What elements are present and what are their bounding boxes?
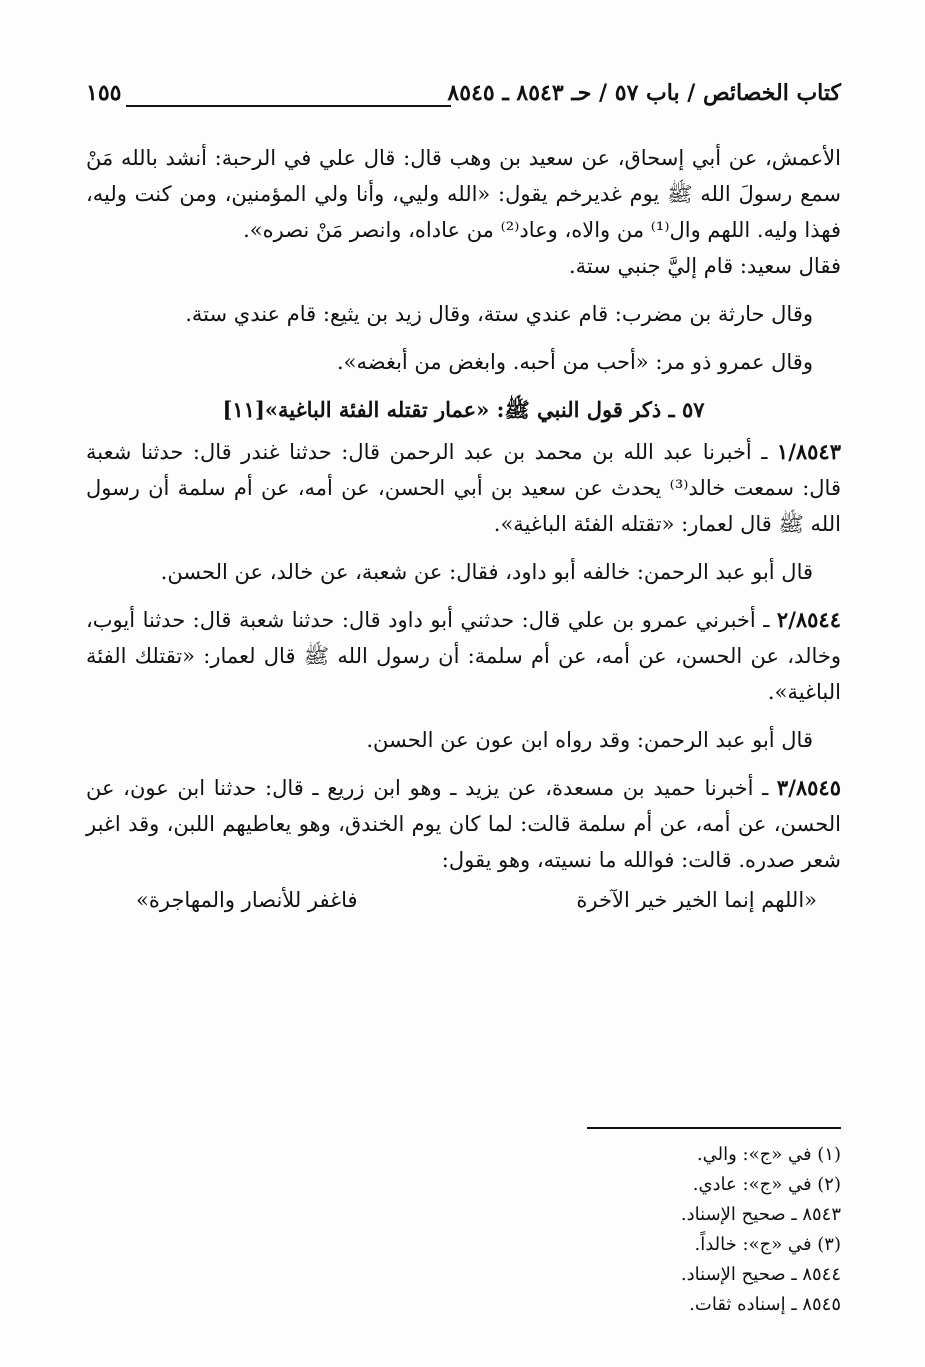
paragraph: وقال عمرو ذو مر: «أحب من أحبه. وابغض من أبغضه». <box>336 350 813 374</box>
paragraph: قال أبو عبد الرحمن: خالفه أبو داود، فقال: عن شعبة، عن خالد، عن الحسن. <box>160 560 813 584</box>
hadith-text: ـ أخبرني عمرو بن علي قال: حدثني أبو داود قال: حدثنا شعبة قال: حدثنا أيوب، وخالد، عن الحسن، عن أمه، عن أم سلمة: أن رسول الله ﷺ قال لعمار: «تقتلك الفئة الباغية». <box>86 608 841 704</box>
section-title: ٥٧ ـ ذكر قول النبي ﷺ: «عمار تقتله الفئة الباغية»[١١] <box>222 397 705 422</box>
hadith-paragraph <box>86 602 841 710</box>
footnote-rule <box>587 1127 841 1129</box>
page-body <box>86 140 841 918</box>
footnote: (٢) في «ج»: عادي. <box>692 1174 841 1195</box>
hadith-number: ١/٨٥٤٣ <box>776 439 841 464</box>
hadith-paragraph <box>86 770 841 878</box>
hadith-text: ـ أخبرنا عبد الله بن محمد بن عبد الرحمن قال: حدثنا غندر قال: حدثنا شعبة قال: سمعت خالد⁽³⁾ يحدث عن سعيد بن أبي الحسن، عن أمه، عن أم سلمة أن رسول الله ﷺ قال لعمار: «تقتله الفئة الباغية». <box>86 440 841 536</box>
footnotes <box>341 1140 841 1320</box>
hadith-paragraph <box>86 434 841 542</box>
poem-verse <box>86 882 841 918</box>
paragraph: وقال حارثة بن مضرب: قام عندي ستة، وقال زيد بن يثيع: قام عندي ستة. <box>185 302 813 326</box>
hadith-text: ـ أخبرنا حميد بن مسعدة، عن يزيد ـ وهو ابن زريع ـ قال: حدثنا ابن عون، عن الحسن، عن أمه، عن أم سلمة قالت: لما كان يوم الخندق، وهو يعاطيهم اللبن، وقد اغبر شعر صدره. قالت: فوالله ما نسيته، وهو يقول: <box>86 776 841 872</box>
paragraph: الأعمش، عن أبي إسحاق، عن سعيد بن وهب قال: قال علي في الرحبة: أنشد بالله مَنْ سمع رسولَ الله ﷺ يوم غديرخم يقول: «الله وليي، وأنا ولي المؤمنين، ومن كنت وليه، فهذا وليه. اللهم وال⁽¹⁾ من والاه، وعاد⁽²⁾ من عاداه، وانصر مَنْ نصره». <box>86 146 841 242</box>
poem-hemistich-right: «اللهم إنما الخير خير الآخرة <box>576 888 817 912</box>
footnote: (١) في «ج»: والي. <box>696 1144 841 1165</box>
running-header <box>86 80 841 120</box>
header-rule <box>126 105 451 107</box>
hadith-number: ٣/٨٥٤٥ <box>776 775 841 800</box>
hadith-number: ٢/٨٥٤٤ <box>776 607 841 632</box>
footnote: (٣) في «ج»: خالداً. <box>694 1234 841 1255</box>
header-title: كتاب الخصائص / باب ٥٧ / حـ ٨٥٤٣ ـ ٨٥٤٥ <box>447 80 841 106</box>
paragraph: قال أبو عبد الرحمن: وقد رواه ابن عون عن الحسن. <box>366 728 813 752</box>
footnote: ٨٥٤٤ ـ صحيح الإسناد. <box>680 1264 841 1285</box>
footnote: ٨٥٤٥ ـ إسناده ثقات. <box>689 1294 841 1315</box>
page-number: ١٥٥ <box>86 80 122 106</box>
footnote: ٨٥٤٣ ـ صحيح الإسناد. <box>680 1204 841 1225</box>
paragraph: فقال سعيد: قام إليَّ جنبي ستة. <box>568 254 841 278</box>
poem-hemistich-left: فاغفر للأنصار والمهاجرة» <box>136 888 358 912</box>
